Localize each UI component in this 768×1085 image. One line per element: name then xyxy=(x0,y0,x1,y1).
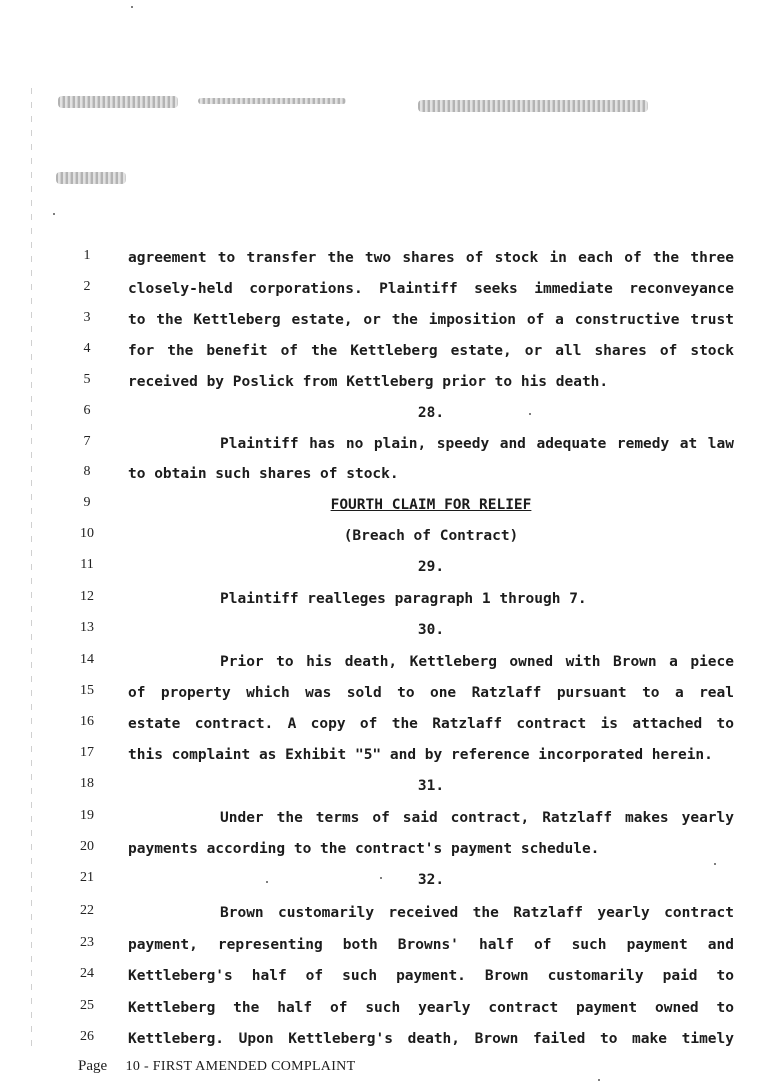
line-number: 4 xyxy=(83,341,91,356)
body-text-line: Kettleberg's half of such payment. Brown customarily paid to xyxy=(128,968,734,984)
section-heading: FOURTH CLAIM FOR RELIEF xyxy=(330,497,532,513)
footer-page-text: 10 - FIRST AMENDED COMPLAINT xyxy=(125,1059,356,1074)
scan-speck xyxy=(53,213,55,215)
scan-speck xyxy=(131,6,133,8)
scan-smudge xyxy=(418,100,648,112)
line-number: 10 xyxy=(80,526,94,541)
line-number: 25 xyxy=(80,998,94,1013)
paragraph-number: 32. xyxy=(417,872,445,888)
body-text-line: this complaint as Exhibit "5" and by reference incorporated herein. xyxy=(128,747,713,763)
page-footer xyxy=(78,1058,355,1075)
scan-smudge xyxy=(56,172,126,184)
body-text-line: Kettleberg the half of such yearly contract payment owned to xyxy=(128,1000,734,1016)
body-text-line: Under the terms of said contract, Ratzlaff makes yearly xyxy=(220,810,734,826)
line-number: 5 xyxy=(83,372,91,387)
footer-page-label: Page xyxy=(78,1058,108,1074)
line-number: 8 xyxy=(83,464,91,479)
body-text-line: to obtain such shares of stock. xyxy=(128,466,399,482)
line-number: 17 xyxy=(80,745,94,760)
body-text-line: Prior to his death, Kettleberg owned with Brown a piece xyxy=(220,654,734,670)
line-number: 3 xyxy=(83,310,91,325)
section-subheading: (Breach of Contract) xyxy=(343,528,519,544)
line-number: 18 xyxy=(80,776,94,791)
scan-margin-rule xyxy=(31,88,32,1048)
line-number: 13 xyxy=(80,620,94,635)
line-number: 23 xyxy=(80,935,94,950)
line-number: 1 xyxy=(83,248,91,263)
body-text-line: closely-held corporations. Plaintiff seeks immediate reconveyance xyxy=(128,281,734,297)
paragraph-number: 31. xyxy=(417,778,445,794)
body-text-line: Brown customarily received the Ratzlaff yearly contract xyxy=(220,905,734,921)
scan-speck xyxy=(598,1079,600,1081)
line-number: 9 xyxy=(83,495,91,510)
scan-smudge xyxy=(198,98,346,104)
line-number: 21 xyxy=(80,870,94,885)
line-number: 14 xyxy=(80,652,94,667)
paragraph-number: 28. xyxy=(417,405,445,421)
body-text-line: Plaintiff realleges paragraph 1 through 7. xyxy=(220,591,587,607)
body-text-line: received by Poslick from Kettleberg prior to his death. xyxy=(128,374,609,390)
line-number: 20 xyxy=(80,839,94,854)
line-number: 19 xyxy=(80,808,94,823)
line-number: 24 xyxy=(80,966,94,981)
body-text-line: estate contract. A copy of the Ratzlaff contract is attached to xyxy=(128,716,734,732)
line-number: 22 xyxy=(80,903,94,918)
line-number: 12 xyxy=(80,589,94,604)
line-number: 6 xyxy=(83,403,91,418)
body-text-line: payment, representing both Browns' half of such payment and xyxy=(128,937,734,953)
line-number: 16 xyxy=(80,714,94,729)
scan-smudge xyxy=(58,96,178,108)
body-text-line: payments according to the contract's payment schedule. xyxy=(128,841,600,857)
body-text-line: Plaintiff has no plain, speedy and adequate remedy at law xyxy=(220,436,734,452)
body-text-line: agreement to transfer the two shares of stock in each of the three xyxy=(128,250,734,266)
body-text-line: for the benefit of the Kettleberg estate, or all shares of stock xyxy=(128,343,734,359)
line-number: 26 xyxy=(80,1029,94,1044)
line-number: 7 xyxy=(83,434,91,449)
paragraph-number: 29. xyxy=(417,559,445,575)
line-number: 2 xyxy=(83,279,91,294)
body-text-line: to the Kettleberg estate, or the imposition of a constructive trust xyxy=(128,312,734,328)
line-number: 11 xyxy=(80,557,94,572)
body-text-line: Kettleberg. Upon Kettleberg's death, Brown failed to make timely xyxy=(128,1031,734,1047)
line-number: 15 xyxy=(80,683,94,698)
scan-speck xyxy=(714,863,716,865)
paragraph-number: 30. xyxy=(417,622,445,638)
body-text-line: of property which was sold to one Ratzlaff pursuant to a real xyxy=(128,685,734,701)
